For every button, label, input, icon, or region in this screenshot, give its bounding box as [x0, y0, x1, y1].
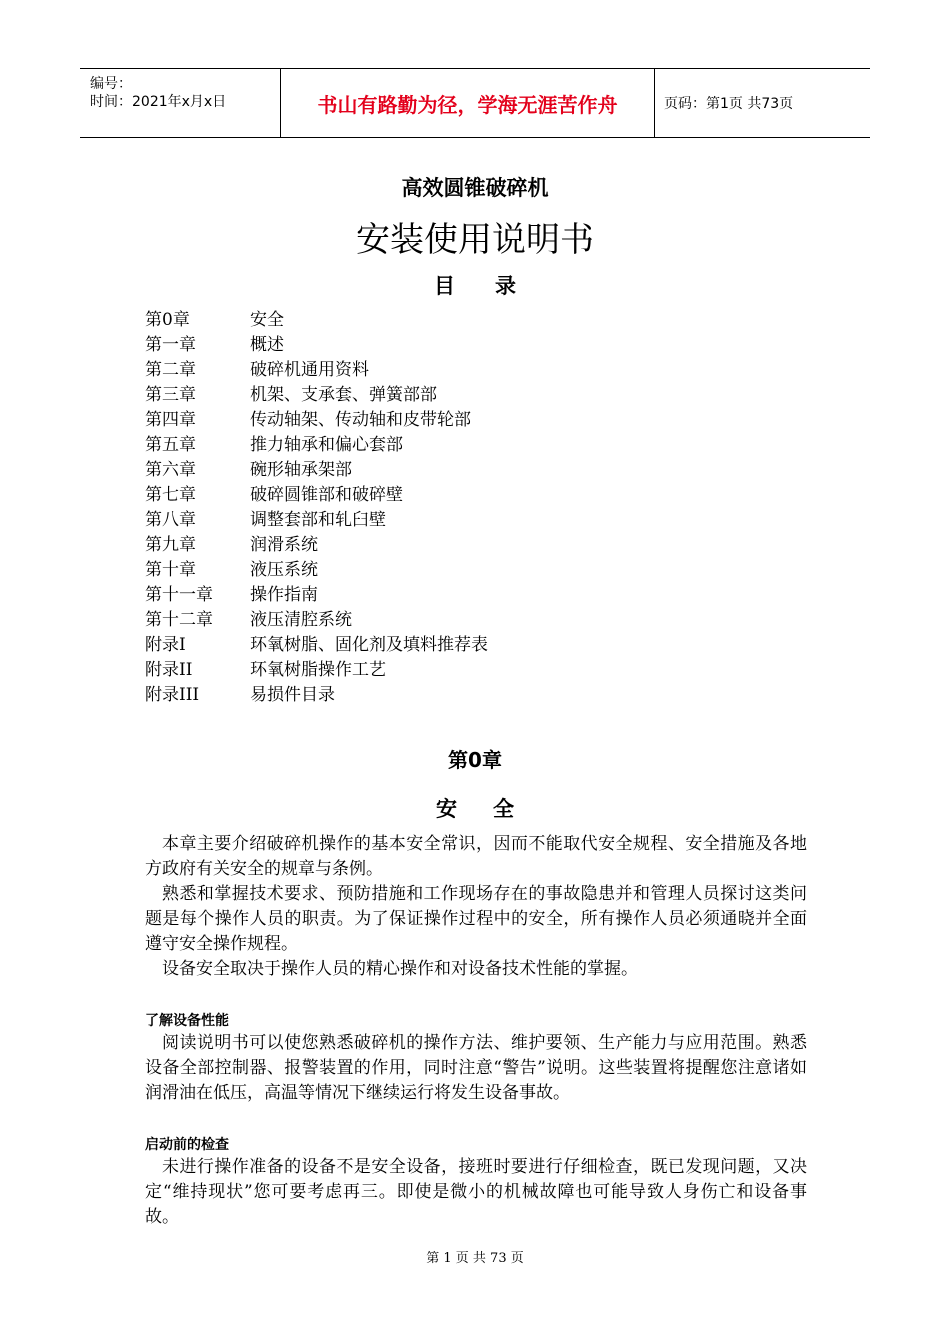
- toc-chapter: 第六章: [145, 460, 196, 480]
- toc-item[interactable]: [145, 333, 845, 358]
- paragraph: 未进行操作准备的设备不是安全设备，接班时要进行仔细检查，既已发现问题，又决定“维持现状”您可要考虑再三。即使是微小的机械故障也可能导致人身伤亡和设备事故。: [145, 1157, 807, 1227]
- toc-chapter: 第四章: [145, 410, 196, 430]
- toc-title: 概述: [250, 335, 284, 355]
- toc-chapter: 第九章: [145, 535, 196, 555]
- toc-item[interactable]: [145, 658, 845, 683]
- toc-title: 调整套部和轧臼壁: [250, 510, 386, 530]
- toc-chapter: 附录III: [145, 685, 200, 705]
- paragraph: 本章主要介绍破碎机操作的基本安全常识，因而不能取代安全规程、安全措施及各地方政府有关安全的规章与条例。: [145, 834, 807, 879]
- toc-chapter: 第一章: [145, 335, 196, 355]
- toc-item[interactable]: [145, 358, 845, 383]
- section-title: 安全: [436, 797, 550, 821]
- document-subtitle: 高效圆锥破碎机: [401, 176, 549, 200]
- toc-item[interactable]: [145, 583, 845, 608]
- toc-title: 破碎圆锥部和破碎壁: [250, 485, 403, 505]
- toc-title: 推力轴承和偏心套部: [250, 435, 403, 455]
- toc-item[interactable]: [145, 683, 845, 708]
- paragraph: 阅读说明书可以使您熟悉破碎机的操作方法、维护要领、生产能力与应用范围。熟悉设备全部控制器、报警装置的作用，同时注意“警告”说明。这些装置将提醒您注意诸如润滑油在低压，高温等情况下继续运行将发生设备事故。: [145, 1033, 807, 1103]
- toc-title: 传动轴架、传动轴和皮带轮部: [250, 410, 471, 430]
- time-label: 时间：2021年x月x日: [90, 94, 227, 110]
- toc-item[interactable]: [145, 608, 845, 633]
- page-footer: 第 1 页 共 73 页: [426, 1251, 524, 1266]
- toc-title: 碗形轴承架部: [250, 460, 352, 480]
- toc-chapter: 第十章: [145, 560, 196, 580]
- toc-chapter: 附录Ⅰ: [145, 635, 186, 655]
- toc-heading: 目录: [434, 274, 556, 298]
- header-motto: 书山有路勤为径，学海无涯苦作舟: [280, 69, 655, 137]
- toc-item[interactable]: [145, 508, 845, 533]
- header-page-info: 页码：第1页 共73页: [664, 96, 794, 112]
- toc-item[interactable]: [145, 558, 845, 583]
- toc-title: 安全: [250, 310, 284, 330]
- toc-chapter: 附录II: [145, 660, 193, 680]
- paragraph: 熟悉和掌握技术要求、预防措施和工作现场存在的事故隐患并和管理人员探讨这类问题是每个操作人员的职责。为了保证操作过程中的安全，所有操作人员必须通晓并全面遵守安全操作规程。: [145, 884, 807, 954]
- toc-item[interactable]: [145, 483, 845, 508]
- table-of-contents: [145, 308, 845, 708]
- toc-title: 破碎机通用资料: [250, 360, 369, 380]
- toc-item[interactable]: [145, 633, 845, 658]
- toc-item[interactable]: [145, 533, 845, 558]
- toc-item[interactable]: [145, 308, 845, 333]
- document-title: 安装使用说明书: [356, 220, 594, 260]
- toc-item[interactable]: [145, 458, 845, 483]
- page-header: [80, 68, 870, 138]
- toc-chapter: 第三章: [145, 385, 196, 405]
- toc-chapter: 第十一章: [145, 585, 213, 605]
- section-chapter: 第0章: [448, 748, 502, 772]
- toc-item[interactable]: [145, 408, 845, 433]
- toc-title: 操作指南: [250, 585, 318, 605]
- toc-chapter: 第七章: [145, 485, 196, 505]
- toc-title: 液压清腔系统: [250, 610, 352, 630]
- paragraph: 设备安全取决于操作人员的精心操作和对设备技术性能的掌握。: [162, 959, 638, 979]
- toc-chapter: 第五章: [145, 435, 196, 455]
- toc-title: 环氧树脂、固化剂及填料推荐表: [250, 635, 488, 655]
- toc-title: 易损件目录: [250, 685, 335, 705]
- header-meta: [80, 69, 280, 137]
- subsection-heading: 了解设备性能: [145, 1013, 229, 1029]
- toc-chapter: 第0章: [145, 310, 190, 330]
- toc-title: 环氧树脂操作工艺: [250, 660, 386, 680]
- subsection-heading: 启动前的检查: [145, 1137, 229, 1153]
- toc-chapter: 第二章: [145, 360, 196, 380]
- toc-title: 液压系统: [250, 560, 318, 580]
- toc-title: 机架、支承套、弹簧部部: [250, 385, 437, 405]
- toc-item[interactable]: [145, 433, 845, 458]
- toc-title: 润滑系统: [250, 535, 318, 555]
- code-label: 编号：: [90, 76, 132, 92]
- toc-item[interactable]: [145, 383, 845, 408]
- toc-chapter: 第八章: [145, 510, 196, 530]
- toc-chapter: 第十二章: [145, 610, 213, 630]
